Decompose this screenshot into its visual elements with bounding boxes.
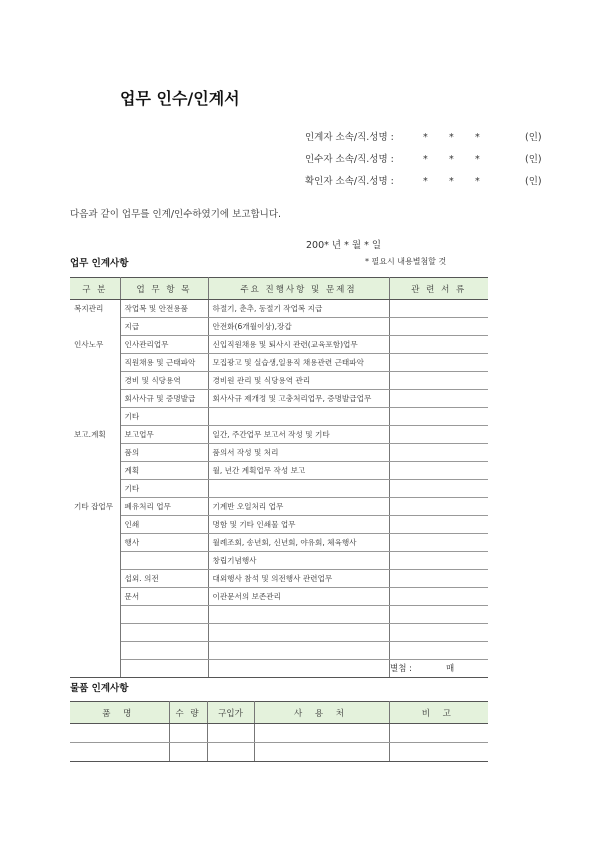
goods-cell (254, 743, 389, 762)
progress-cell (208, 624, 389, 642)
table-row (70, 480, 488, 498)
progress-cell: 일간, 주간업무 보고서 작성 및 기타 (208, 426, 389, 444)
progress-cell (208, 606, 389, 624)
progress-cell: 창립기념행사 (208, 552, 389, 570)
goods-table (70, 701, 488, 762)
item-cell: 품의 (120, 444, 208, 462)
category-cell (70, 318, 120, 336)
table-row (70, 534, 488, 552)
item-cell (120, 660, 208, 678)
item-cell: 인사관리업무 (120, 336, 208, 354)
header-documents: 관 련 서 류 (389, 278, 488, 300)
report-date: 200* 년 * 월 * 일 (306, 240, 382, 251)
documents-cell (389, 534, 488, 552)
name-placeholder: * * * (423, 176, 480, 187)
category-cell (70, 570, 120, 588)
progress-cell (208, 660, 389, 678)
documents-cell (389, 426, 488, 444)
item-cell: 기타 (120, 480, 208, 498)
name-placeholder: * * * (423, 154, 480, 165)
header-usage: 사 용 처 (254, 702, 389, 724)
signature-line-confirmer (305, 173, 542, 187)
item-cell (120, 642, 208, 660)
signature-label: 인계자 소속/직.성명 : (305, 132, 394, 143)
signature-label: 인수자 소속/직.성명 : (305, 154, 394, 165)
progress-cell: 월례조회, 송년회, 신년회, 야유회, 체육행사 (208, 534, 389, 552)
item-cell: 문서 (120, 588, 208, 606)
table-row (70, 498, 488, 516)
item-cell: 작업복 및 안전용품 (120, 300, 208, 318)
documents-cell (389, 624, 488, 642)
documents-cell (389, 336, 488, 354)
documents-cell (389, 354, 488, 372)
item-cell: 경비 및 식당용역 (120, 372, 208, 390)
goods-header-row (70, 702, 488, 724)
goods-cell (70, 724, 169, 743)
progress-cell: 대외행사 참석 및 의전행사 관련업무 (208, 570, 389, 588)
table-row (70, 426, 488, 444)
documents-cell (389, 516, 488, 534)
signature-line-receiver (305, 151, 542, 165)
progress-cell (208, 642, 389, 660)
progress-cell: 명함 및 기타 인쇄물 업무 (208, 516, 389, 534)
table-row (70, 606, 488, 624)
progress-cell: 기계반 오일처리 업무 (208, 498, 389, 516)
table-row (70, 642, 488, 660)
table-row (70, 444, 488, 462)
progress-cell: 신입직원채용 및 퇴사시 관련(교육포함)업무 (208, 336, 389, 354)
header-progress: 주요 진행사항 및 문제점 (208, 278, 389, 300)
documents-cell (389, 390, 488, 408)
table-row (70, 336, 488, 354)
category-cell (70, 408, 120, 426)
category-cell (70, 588, 120, 606)
table-row (70, 588, 488, 606)
category-cell (70, 372, 120, 390)
item-cell: 보고업무 (120, 426, 208, 444)
item-cell (120, 624, 208, 642)
item-cell: 행사 (120, 534, 208, 552)
documents-cell (389, 552, 488, 570)
goods-cell (389, 724, 488, 743)
item-cell: 기타 (120, 408, 208, 426)
header-item: 업 무 항 목 (120, 278, 208, 300)
table-header-row (70, 278, 488, 300)
table-row (70, 318, 488, 336)
goods-cell (207, 743, 254, 762)
seal-mark: (인) (525, 176, 542, 187)
item-cell: 폐유처리 업무 (120, 498, 208, 516)
goods-cell (254, 724, 389, 743)
category-cell: 기타 잡업무 (70, 498, 120, 516)
handover-table (70, 277, 488, 678)
item-cell (120, 606, 208, 624)
documents-cell (389, 498, 488, 516)
table-row (70, 516, 488, 534)
signature-line-handover (305, 129, 542, 143)
table-row (70, 408, 488, 426)
seal-mark: (인) (525, 132, 542, 143)
table-row (70, 300, 488, 318)
documents-cell (389, 372, 488, 390)
header-name: 품 명 (70, 702, 169, 724)
progress-cell: 품의서 작성 및 처리 (208, 444, 389, 462)
progress-cell (208, 408, 389, 426)
documents-cell (389, 588, 488, 606)
documents-cell (389, 606, 488, 624)
progress-cell: 하절기, 춘추, 동절기 작업복 지급 (208, 300, 389, 318)
progress-cell: 이관문서의 보존관리 (208, 588, 389, 606)
category-cell (70, 390, 120, 408)
progress-cell: 안전화(6개월이상),장갑 (208, 318, 389, 336)
category-cell (70, 606, 120, 624)
documents-cell (389, 480, 488, 498)
attachment-note: * 필요시 내용별첨할 것 (365, 257, 447, 266)
table-row (70, 624, 488, 642)
table-row (70, 354, 488, 372)
item-cell: 섭외. 의전 (120, 570, 208, 588)
goods-cell (389, 743, 488, 762)
handover-table-body (70, 300, 488, 678)
category-cell (70, 354, 120, 372)
header-remarks: 비 고 (389, 702, 488, 724)
category-cell (70, 444, 120, 462)
progress-cell (208, 480, 389, 498)
category-cell (70, 624, 120, 642)
goods-cell (169, 743, 207, 762)
category-cell (70, 480, 120, 498)
documents-cell (389, 570, 488, 588)
goods-cell (207, 724, 254, 743)
progress-cell: 회사사규 제개정 및 고충처리업무, 증명발급업무 (208, 390, 389, 408)
progress-cell: 월, 년간 계획업무 작성 보고 (208, 462, 389, 480)
seal-mark: (인) (525, 154, 542, 165)
table-row (70, 552, 488, 570)
category-cell (70, 534, 120, 552)
documents-cell (389, 444, 488, 462)
table-row (70, 462, 488, 480)
table-row (70, 743, 488, 762)
documents-cell (389, 300, 488, 318)
handover-section-title: 업무 인계사항 (70, 258, 129, 269)
table-row (70, 570, 488, 588)
attachment-label: 별첨 : (390, 664, 412, 674)
table-row (70, 390, 488, 408)
header-quantity: 수 량 (169, 702, 207, 724)
category-cell: 복지관리 (70, 300, 120, 318)
documents-cell (389, 408, 488, 426)
category-cell: 인사노무 (70, 336, 120, 354)
progress-cell: 경비원 관리 및 식당용역 관리 (208, 372, 389, 390)
category-cell (70, 462, 120, 480)
header-price: 구입가 (207, 702, 254, 724)
category-cell (70, 516, 120, 534)
category-cell (70, 552, 120, 570)
document-title: 업무 인수/인계서 (120, 89, 240, 108)
name-placeholder: * * * (423, 132, 480, 143)
intro-text: 다음과 같이 업무를 인계/인수하였기에 보고합니다. (70, 209, 282, 220)
documents-cell (389, 462, 488, 480)
attachment-count (390, 662, 454, 674)
header-category: 구 분 (70, 278, 120, 300)
table-row (70, 372, 488, 390)
category-cell (70, 660, 120, 678)
item-cell: 직원채용 및 근태파악 (120, 354, 208, 372)
goods-section-title: 물품 인계사항 (70, 683, 129, 694)
item-cell: 인쇄 (120, 516, 208, 534)
goods-cell (70, 743, 169, 762)
goods-cell (169, 724, 207, 743)
category-cell (70, 642, 120, 660)
item-cell: 회사사규 및 증명발급 (120, 390, 208, 408)
documents-cell (389, 318, 488, 336)
progress-cell: 모집광고 및 실습생,일용직 채용관련 근태파악 (208, 354, 389, 372)
attachment-unit: 매 (446, 664, 455, 674)
item-cell: 지급 (120, 318, 208, 336)
table-row (70, 724, 488, 743)
signature-label: 확인자 소속/직.성명 : (305, 176, 394, 187)
documents-cell (389, 642, 488, 660)
item-cell (120, 552, 208, 570)
goods-table-body (70, 724, 488, 762)
item-cell: 계획 (120, 462, 208, 480)
category-cell: 보고.계획 (70, 426, 120, 444)
